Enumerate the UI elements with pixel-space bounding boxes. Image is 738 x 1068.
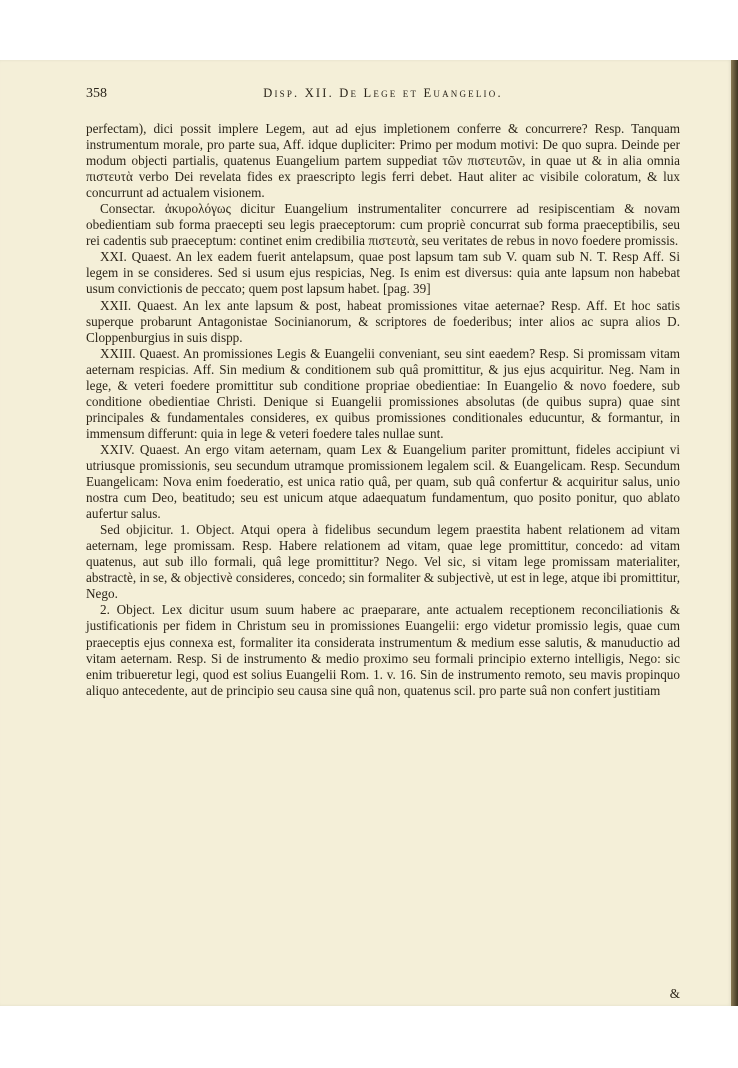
paragraph: Consectar. ἀκυρολόγως dicitur Euangelium instrumentaliter concurrere ad resipiscentiam & novam obedientiam sub forma praecepti seu legis praeceptorum: cum propriè concurrat sub forma praeceptibilis, seu rei cadentis sub praeceptum: continet enim credibilia πιστευτὰ, seu veritates de rebus in novo foedere promissis.: [86, 201, 680, 249]
page-number: 358: [86, 86, 107, 101]
paragraph: perfectam), dici possit implere Legem, aut ad ejus impletionem conferre & concurrere? Resp. Tanquam instrumentum morale, pro parte sua, Aff. idque dupliciter: Primo per modum motivi: De quo supra. Deinde per modum objecti partialis, quatenus Euangelium partem suppediat τῶν πιστευτῶν, in quae ut & in alia omnia πιστευτὰ verbo Dei revelata fides ex praescripto legis ferri debet. Haut aliter ac visibile coloratum, & lux concurrunt ad actualem visionem.: [86, 121, 680, 201]
page-header: [86, 86, 680, 106]
paragraph: Sed objicitur. 1. Object. Atqui opera à fidelibus secundum legem praestita habent relationem ad vitam aeternam, lege promissam. Resp. Habere relationem ad vitam, quae lege promittitur, concedo: ad vitam quatenus, aut sub illo formali, quâ lege promittitur? Nego. Vel sic, si vitam lege promissam materialiter, abstractè, in se, & objectivè consideres, concedo; sin formaliter & subjectivè, ut est in lege, atque ibi promittitur, Nego.: [86, 522, 680, 602]
paragraph: XXII. Quaest. An lex ante lapsum & post, habeat promissiones vitae aeternae? Resp. Aff. Et hoc satis superque probarunt Antagonistae Socinianorum, & scriptores de foederibus; inter alios ac supra alios D. Cloppenburgius in suis dispp.: [86, 297, 680, 345]
page-body: [86, 121, 680, 699]
catchword: &: [669, 986, 680, 1001]
paragraph: 2. Object. Lex dicitur usum suum habere ac praeparare, ante actualem receptionem reconciliationis & justificationis per fidem in Christum seu in promissiones Euangelii: ergo videtur promissio legis, quae cum praeceptis ejus connexa est, formaliter ita considerata instrumentum & medium esse salutis, & manuductio ad vitam aeternam. Resp. Si de instrumento & medio proximo seu formali principio externo intelligis, Nego: sic enim tribueretur legi, quod est solius Euangelii Rom. 1. v. 16. Sin de instrumento remoto, seu mavis propinquo aliquo antecedente, aut de principio seu causa sine quâ non, quatenus scil. pro parte suâ non confert justitiam: [86, 602, 680, 698]
paragraph: XXIII. Quaest. An promissiones Legis & Euangelii conveniant, seu sint eaedem? Resp. Si promissam vitam aeternam respicias. Aff. Sin medium & conditionem sub quâ promittitur, & jus ejus acquiritur. Neg. Nam in lege, & veteri foedere promittitur sub conditione propriae obedientiae: In Euangelio & novo foedere, sub conditione obedientiae Christi. Denique si Euangelii promissiones absolutas (de quibus supra) quae sint principales & fundamentales consideres, ex quibus promissiones conditionales educuntur, & formantur, in immensum differunt: quia in lege & veteri foedere tales nullae sunt.: [86, 345, 680, 441]
paragraph: XXI. Quaest. An lex eadem fuerit antelapsum, quae post lapsum tam sub V. quam sub N. T. Resp Aff. Si legem in se consideres. Sed si usum ejus respicias, Neg. Is enim est diversus: quia ante lapsum non habebat usum convictionis de peccato; quem post lapsum habet. [pag. 39]: [86, 249, 680, 297]
page-edge: [731, 60, 738, 1006]
running-head: Disp. XII. De Lege et Euangelio.: [263, 86, 503, 100]
paragraph: XXIV. Quaest. An ergo vitam aeternam, quam Lex & Euangelium pariter promittunt, fideles accipiunt vi utriusque promissionis, seu secundum utramque promissionem legalem scil. & Euangelicam. Resp. Secundum Euangelicam: Nova enim foederatio, est unica ratio quâ, per quam, sub quâ confertur & acquiritur salus, unio nostra cum Deo, beatitudo; seu est unicum atque adaequatum fundamentum, quo posito ponitur, quo ablato aufertur salus.: [86, 441, 680, 522]
